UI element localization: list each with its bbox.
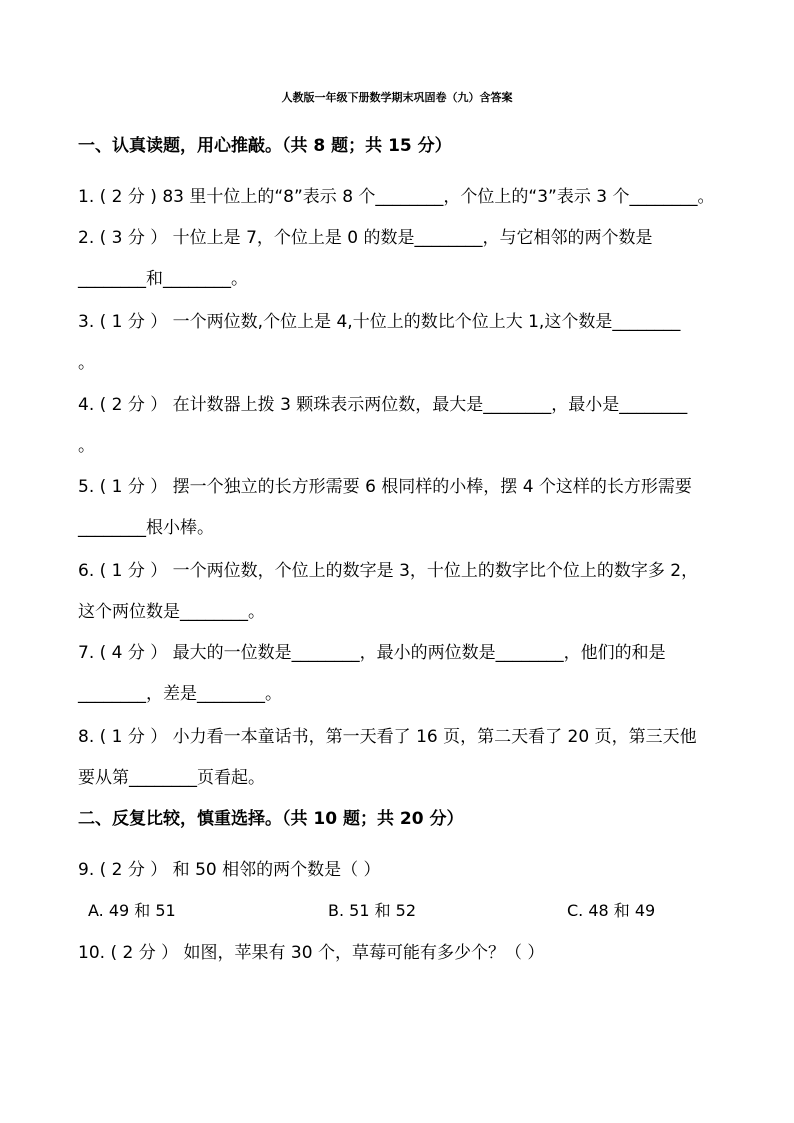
page-title: 人教版一年级下册数学期末巩固卷（九）含答案 bbox=[281, 91, 513, 104]
question-7-line: 7. ( 4 分 ） 最大的一位数是________，最小的两位数是________，他们的和是 bbox=[78, 643, 666, 663]
question-9-option-c: C. 48 和 49 bbox=[567, 901, 656, 920]
question-9-option-a: A. 49 和 51 bbox=[88, 901, 176, 920]
question-10-line: 10. ( 2 分 ） 如图，苹果有 30 个，草莓可能有多少个？（ ） bbox=[78, 943, 545, 963]
question-1-line: 1. ( 2 分 ) 83 里十位上的“8”表示 8 个________，个位上的“3”表示 3 个________。 bbox=[78, 187, 715, 207]
question-5-line-continued: ________根小棒。 bbox=[78, 518, 214, 538]
question-6-line-continued: 这个两位数是________。 bbox=[78, 602, 265, 622]
question-2-line: 2. ( 3 分 ） 十位上是 7，个位上是 0 的数是________，与它相邻的两个数是 bbox=[78, 228, 653, 248]
question-8-line: 8. ( 1 分 ） 小力看一本童话书，第一天看了 16 页，第二天看了 20 页，第三天他 bbox=[78, 727, 697, 747]
question-5-line: 5. ( 1 分 ） 摆一个独立的长方形需要 6 根同样的小棒，摆 4 个这样的长方形需要 bbox=[78, 477, 692, 497]
question-3-line-continued: 。 bbox=[78, 353, 95, 373]
question-9-line: 9. ( 2 分 ） 和 50 相邻的两个数是（ ） bbox=[78, 860, 381, 880]
question-4-line: 4. ( 2 分 ） 在计数器上拨 3 颗珠表示两位数，最大是________，最小是________ bbox=[78, 395, 688, 415]
question-9-option-b: B. 51 和 52 bbox=[328, 901, 417, 920]
section-heading-2: 二、反复比较，慎重选择。（共 10 题；共 20 分） bbox=[78, 809, 464, 829]
question-4-line-continued: 。 bbox=[78, 436, 95, 456]
question-3-line: 3. ( 1 分 ） 一个两位数,个位上是 4,十位上的数比个位上大 1,这个数是________ bbox=[78, 312, 681, 332]
question-7-line-continued: ________，差是________。 bbox=[78, 684, 282, 704]
question-2-line-continued: ________和________。 bbox=[78, 269, 248, 289]
section-heading-1: 一、认真读题，用心推敲。（共 8 题；共 15 分） bbox=[78, 136, 452, 156]
question-6-line: 6. ( 1 分 ） 一个两位数，个位上的数字是 3，十位上的数字比个位上的数字多 2， bbox=[78, 561, 699, 581]
question-8-line-continued: 要从第________页看起。 bbox=[78, 768, 265, 788]
